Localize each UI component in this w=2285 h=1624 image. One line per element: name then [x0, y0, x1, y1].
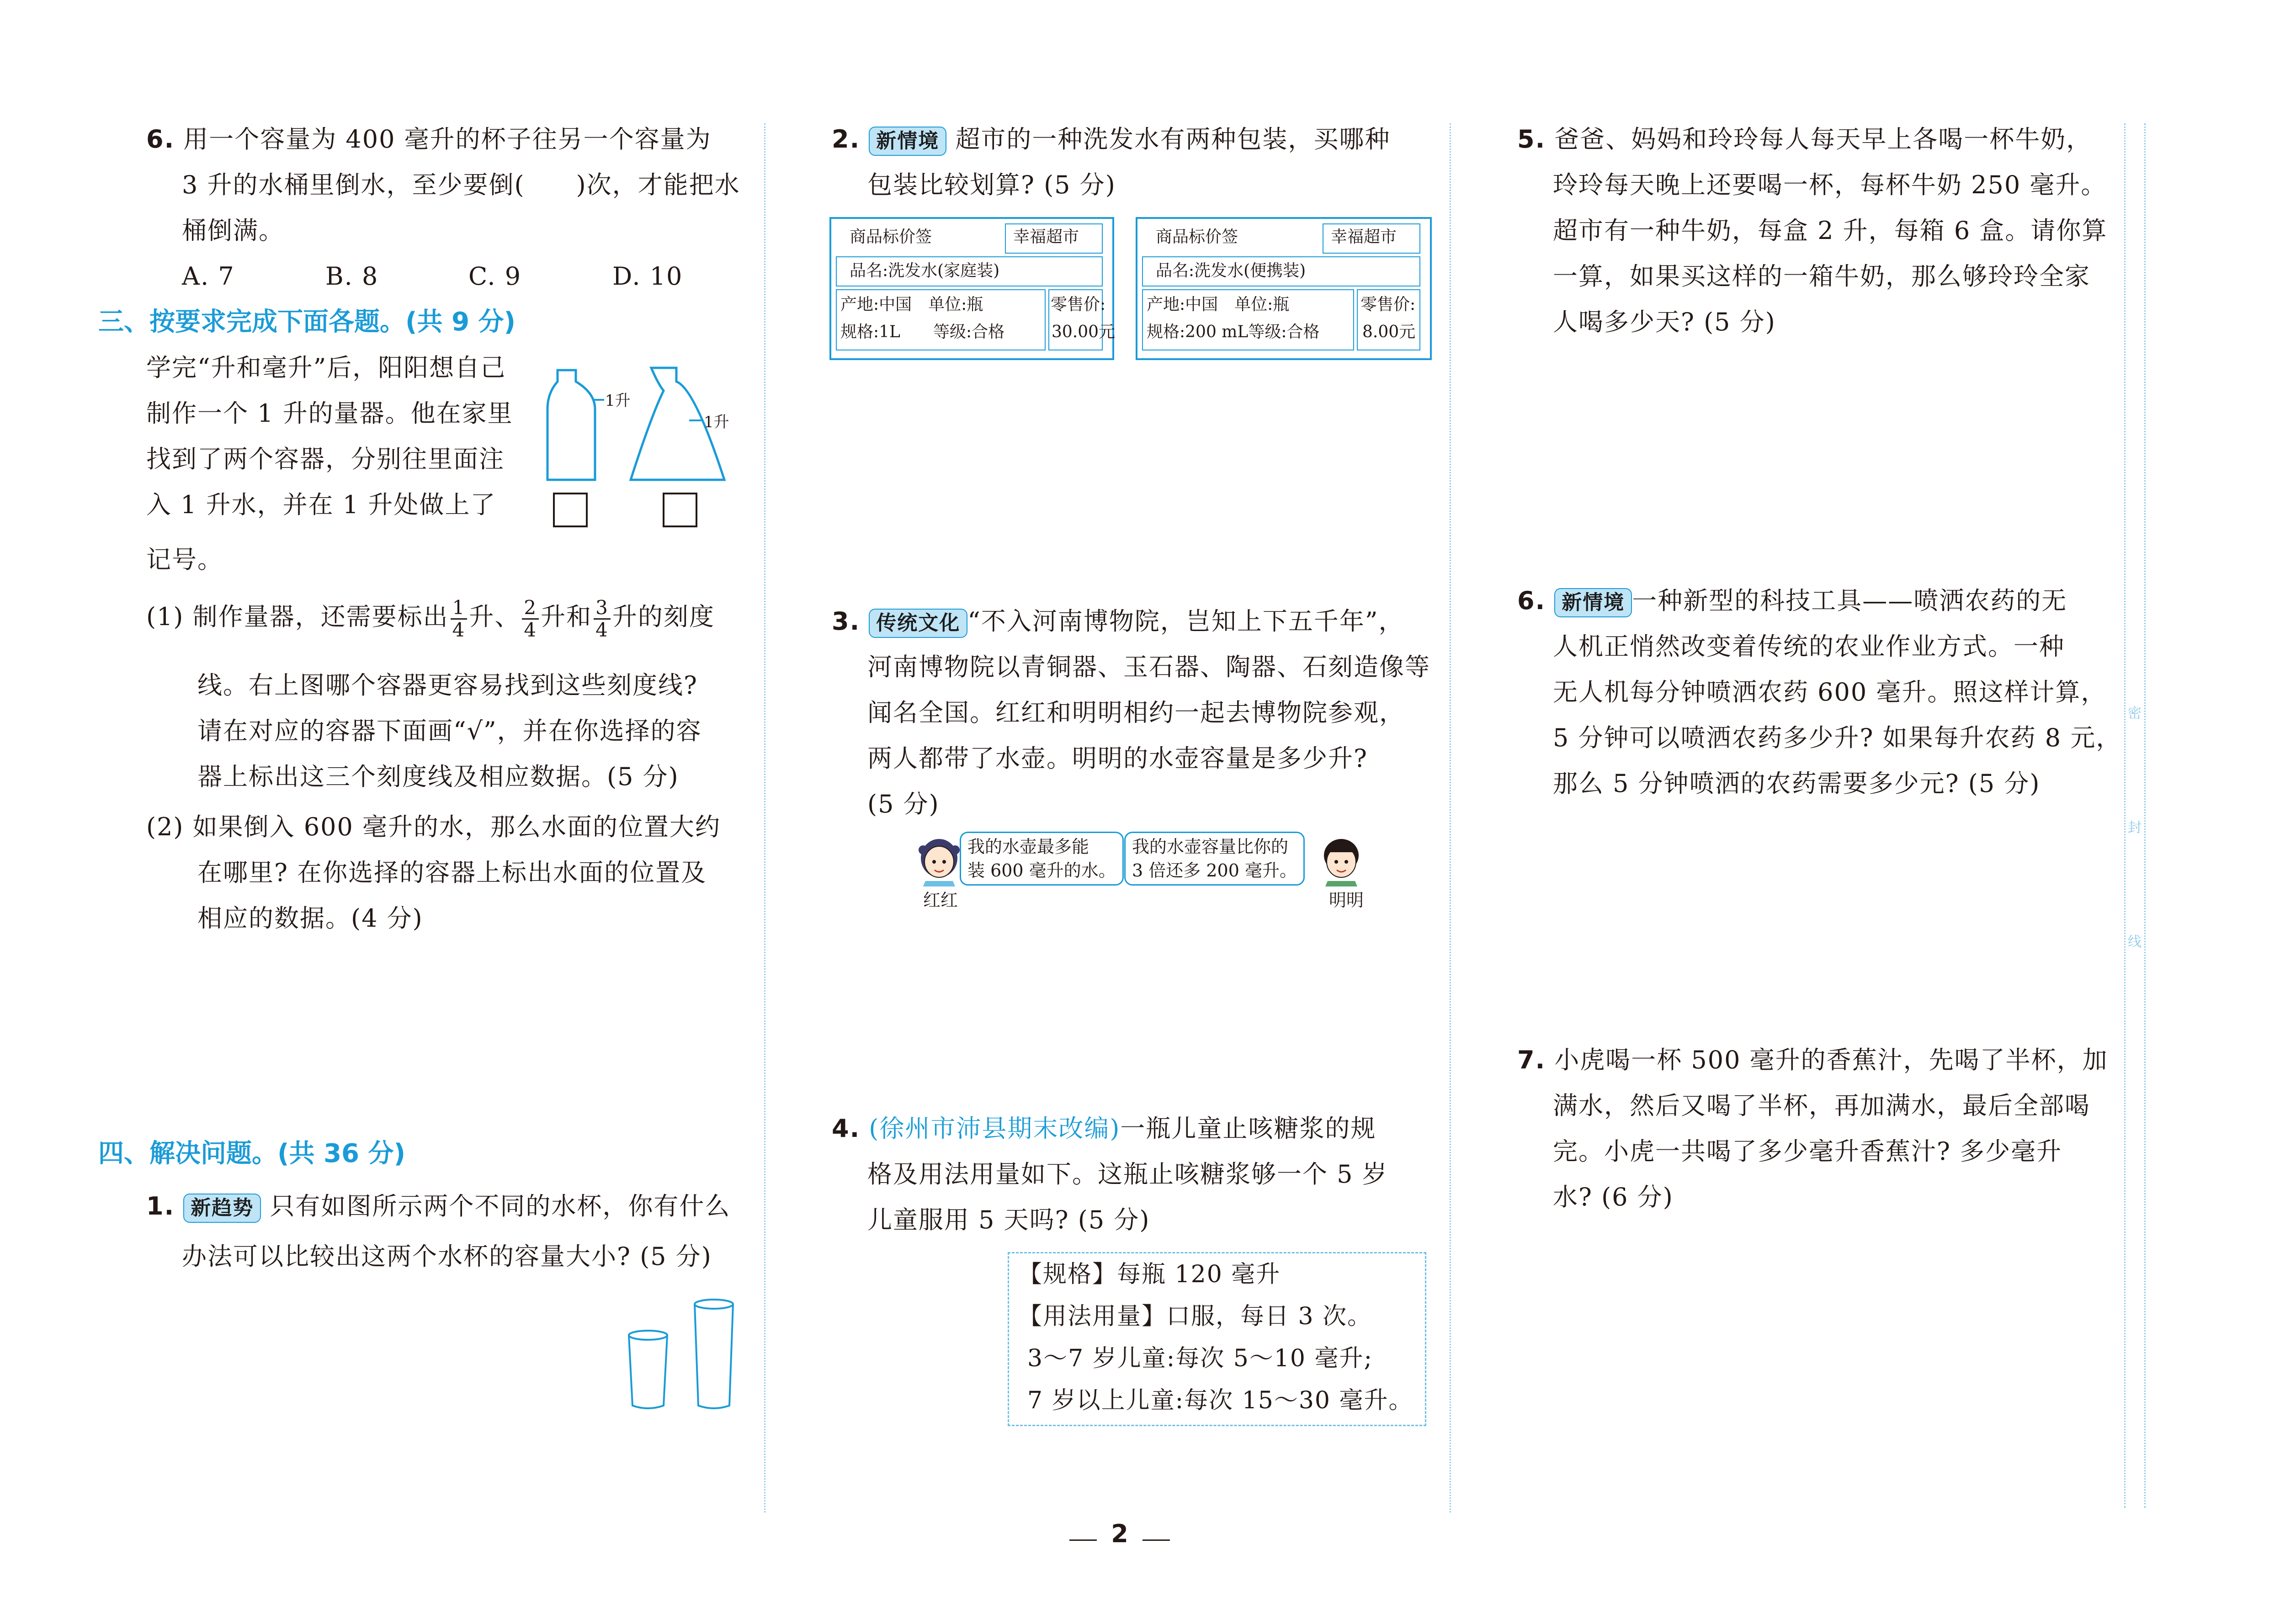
line: 相应的数据。(4 分) — [197, 904, 423, 933]
section-3-title: 三、按要求完成下面各题。(共 9 分) — [98, 307, 516, 337]
question-number: 6. — [146, 125, 175, 154]
line: 一算，如果买这样的一箱牛奶，那么够玲玲全家 — [1553, 262, 2090, 291]
question-number: 3. — [832, 607, 861, 636]
binding-char-3: 线 — [2128, 934, 2142, 950]
section-3-intro — [146, 345, 513, 583]
line: 只有如图所示两个不同的水杯，你有什么 — [270, 1192, 731, 1221]
question-number: 6. — [1517, 586, 1546, 615]
spec-grade: 规格:200 mL等级:合格 — [1147, 323, 1320, 341]
line: 器上标出这三个刻度线及相应数据。(5 分) — [197, 762, 679, 791]
line: 请在对应的容器下面画“√”，并在你选择的容 — [197, 716, 702, 745]
line: 人喝多少天? (5 分) — [1553, 308, 1776, 336]
middle-question-2 — [832, 117, 1390, 208]
line: 线。右上图哪个容器更容易找到这些刻度线? — [197, 671, 698, 700]
speech-bubble-girl — [960, 832, 1124, 886]
line: 闻名全国。红红和明明相约一起去博物院参观， — [867, 698, 1405, 727]
part-1-rest — [197, 663, 702, 800]
spec-grade: 规格:1L 等级:合格 — [840, 323, 1005, 341]
intro-line: 记号。 — [146, 545, 223, 574]
line: 办法可以比较出这两个水杯的容量大小? (5 分) — [182, 1242, 712, 1271]
line: (2) 如果倒入 600 毫升的水，那么水面的位置大约 — [146, 812, 721, 841]
option-d: D. 10 — [612, 262, 683, 291]
intro-line: 找到了两个容器，分别往里面注 — [146, 445, 505, 473]
line: 无人机每分钟喷洒农药 600 毫升。照这样计算， — [1553, 678, 2107, 706]
text: (1) 制作量器，还需要标出 — [146, 602, 449, 631]
source-note: (徐州市沛县期末改编) — [869, 1114, 1121, 1143]
traditional-culture-tag: 传统文化 — [869, 609, 967, 638]
line: 那么 5 分钟喷洒的农药需要多少元? (5 分) — [1553, 769, 2041, 798]
text: 升和 — [541, 602, 592, 631]
line: 人机正悄然改变着传统的农业作业方式。一种 — [1553, 632, 2065, 661]
line: 在哪里? 在你选择的容器上标出水面的位置及 — [197, 858, 707, 887]
binding-line-1 — [2124, 123, 2126, 1508]
line: 爸爸、妈妈和玲玲每人每天早上各喝一杯牛奶， — [1554, 125, 2092, 154]
boy-avatar — [1316, 832, 1366, 886]
bubble-line: 我的水壶容量比你的 — [1132, 837, 1289, 857]
line: 满水，然后又喝了半杯，再加满水，最后全部喝 — [1553, 1091, 2090, 1120]
bubble-line: 装 600 毫升的水。 — [967, 860, 1116, 881]
question-number: 7. — [1517, 1046, 1546, 1074]
line: 河南博物院以青铜器、玉石器、陶器、石刻造像等 — [867, 653, 1430, 681]
price-tag-family — [829, 217, 1114, 360]
girl-avatar — [914, 832, 964, 886]
line: 超市有一种牛奶，每盒 2 升，每箱 6 盒。请你算 — [1553, 216, 2108, 245]
answer-box-flask — [664, 494, 696, 526]
text: 升的刻度 — [612, 602, 715, 631]
speech-bubble-boy — [1124, 832, 1305, 886]
part-1-first-line — [146, 592, 715, 642]
page-number: 2 — [1111, 1519, 1128, 1548]
question-line: 桶倒满。 — [182, 216, 284, 245]
answer-box-bottle — [554, 494, 587, 526]
usage-line: 3～7 岁儿童:每次 5～10 毫升; — [1027, 1345, 1373, 1372]
line: 包装比较划算? (5 分) — [867, 170, 1116, 199]
line: 一种新型的科技工具——喷洒农药的无 — [1632, 586, 2067, 615]
tag-title: 商品标价签 — [850, 228, 932, 246]
question-number: 4. — [832, 1114, 861, 1143]
price-label: 零售价: — [1360, 295, 1416, 314]
question-line: 3 升的水桶里倒水，至少要倒( )次，才能把水 — [182, 170, 740, 199]
new-trend-tag: 新趋势 — [183, 1194, 261, 1223]
product-name: 品名:洗发水(家庭装) — [850, 261, 1000, 280]
origin-unit: 产地:中国 单位:瓶 — [840, 295, 983, 314]
line: 玲玲每天晚上还要喝一杯，每杯牛奶 250 毫升。 — [1553, 170, 2107, 199]
fraction-1-4: $\frac{1}{4}$ — [451, 597, 468, 641]
line: 5 分钟可以喷洒农药多少升? 如果每升农药 8 元， — [1553, 723, 2122, 752]
intro-line: 入 1 升水，并在 1 升处做上了 — [146, 490, 496, 519]
section-4-title: 四、解决问题。(共 36 分) — [98, 1139, 406, 1168]
girl-name: 红红 — [923, 890, 958, 910]
right-question-6 — [1517, 578, 2121, 807]
boy-name: 明明 — [1329, 890, 1364, 910]
line: 水? (6 分) — [1553, 1183, 1674, 1211]
new-situation-tag: 新情境 — [869, 127, 946, 156]
fraction-2-4: $\frac{2}{4}$ — [522, 597, 539, 641]
origin-unit: 产地:中国 单位:瓶 — [1147, 295, 1290, 314]
new-situation-tag: 新情境 — [1554, 588, 1632, 617]
store-name: 幸福超市 — [1331, 228, 1397, 246]
price: 8.00元 — [1362, 323, 1416, 341]
bottle-icon — [547, 370, 595, 480]
line: 超市的一种洗发水有两种包装，买哪种 — [955, 125, 1391, 154]
question-number: 1. — [146, 1192, 175, 1221]
right-question-5 — [1517, 117, 2107, 345]
line: 儿童服用 5 天吗? (5 分) — [867, 1205, 1150, 1234]
price-label: 零售价: — [1051, 295, 1106, 314]
column-divider-2 — [1450, 123, 1451, 1513]
bottle-label: 1升 — [605, 392, 631, 410]
intro-line: 制作一个 1 升的量器。他在家里 — [146, 399, 513, 428]
usage-line: 7 岁以上儿童:每次 15～30 毫升。 — [1027, 1387, 1414, 1414]
line: 一瓶儿童止咳糖浆的规 — [1120, 1114, 1376, 1143]
middle-question-4 — [832, 1106, 1388, 1243]
question-number: 5. — [1517, 125, 1546, 154]
question-number: 2. — [832, 125, 861, 154]
line: 格及用法用量如下。这瓶止咳糖浆够一个 5 岁 — [867, 1160, 1388, 1189]
two-cups-illustration — [626, 1298, 749, 1417]
price-tag-portable — [1136, 217, 1432, 360]
price: 30.00元 — [1052, 323, 1116, 341]
column-divider-1 — [764, 123, 765, 1513]
line: 小虎喝一杯 500 毫升的香蕉汁，先喝了半杯，加 — [1554, 1046, 2108, 1074]
bubble-line: 我的水壶最多能 — [967, 837, 1089, 857]
option-c: C. 9 — [468, 262, 522, 291]
option-b: B. 8 — [325, 262, 379, 291]
store-name: 幸福超市 — [1013, 228, 1079, 246]
intro-line: 学完“升和毫升”后，阳阳想自己 — [146, 353, 506, 382]
question-line: 用一个容量为 400 毫升的杯子往另一个容量为 — [183, 125, 712, 154]
line: 两人都带了水壶。明明的水壶容量是多少升? — [867, 744, 1368, 773]
tag-title: 商品标价签 — [1156, 228, 1238, 246]
line: “不入河南博物院，岂知上下五千年”， — [967, 607, 1404, 636]
usage-line: 【规格】每瓶 120 毫升 — [1018, 1261, 1281, 1288]
section-4-question-1 — [146, 1184, 730, 1279]
binding-char-1: 密 — [2128, 706, 2142, 722]
usage-line: 【用法用量】口服，每日 3 次。 — [1018, 1303, 1372, 1330]
middle-question-3 — [832, 599, 1430, 827]
left-question-6 — [146, 117, 740, 254]
binding-char-2: 封 — [2128, 820, 2142, 836]
line: 完。小虎一共喝了多少毫升香蕉汁? 多少毫升 — [1553, 1137, 2062, 1166]
binding-line-2 — [2144, 123, 2146, 1508]
fraction-3-4: $\frac{3}{4}$ — [594, 597, 611, 641]
page-footer — [1051, 1519, 1188, 1548]
bubble-line: 3 倍还多 200 毫升。 — [1132, 860, 1297, 881]
containers-illustration — [544, 356, 754, 530]
text: 升、 — [469, 602, 521, 631]
option-a: A. 7 — [182, 262, 235, 291]
line: (5 分) — [867, 790, 940, 818]
syrup-usage-box — [1008, 1252, 1426, 1426]
flask-label: 1升 — [704, 413, 729, 431]
right-question-7 — [1517, 1037, 2108, 1220]
part-2 — [146, 804, 721, 941]
product-name: 品名:洗发水(便携装) — [1156, 261, 1306, 280]
